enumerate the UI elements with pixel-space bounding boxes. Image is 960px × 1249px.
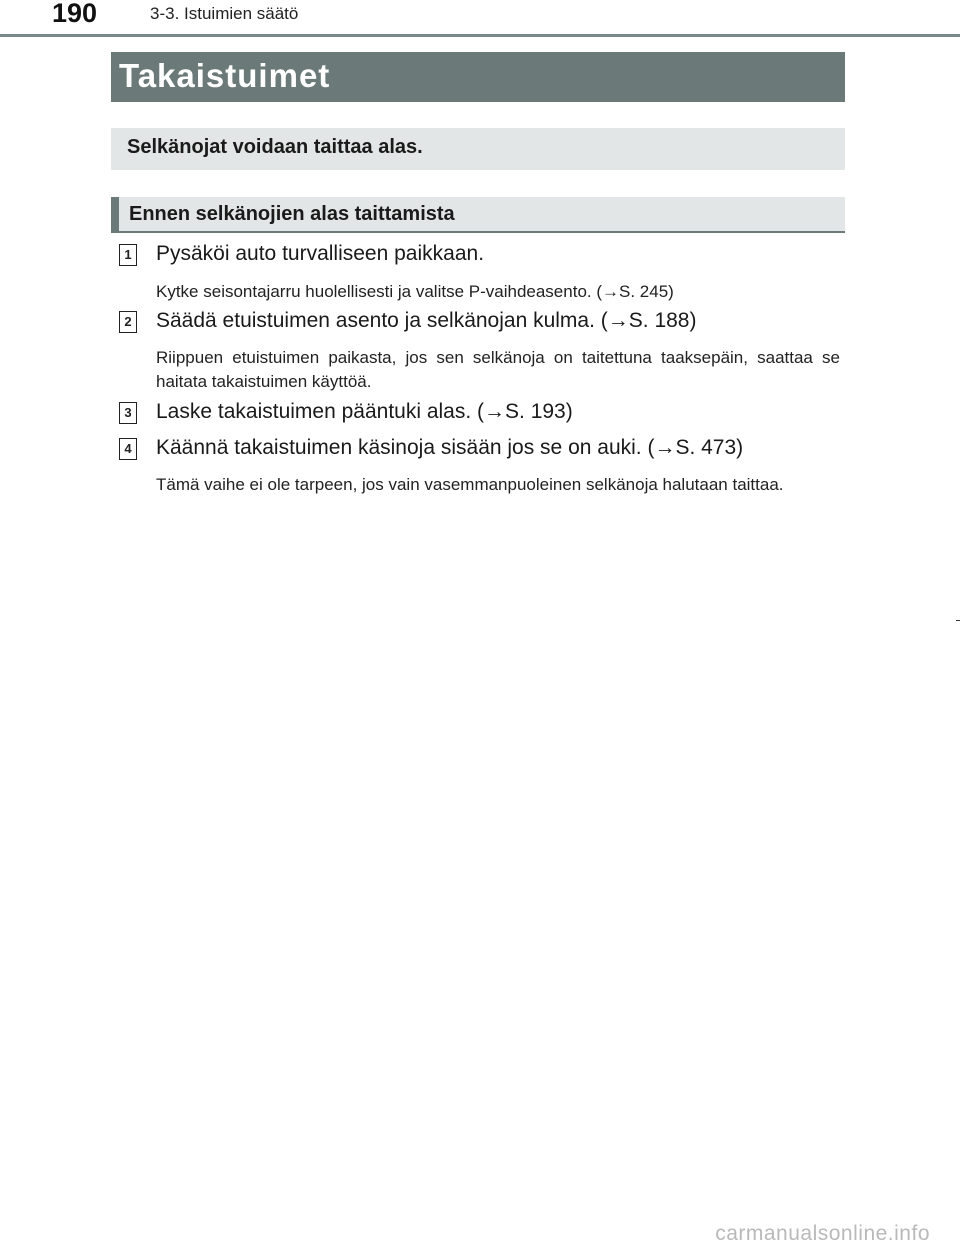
step-title: Pysäköi auto turvalliseen paikkaan. <box>156 242 485 265</box>
header-divider <box>0 34 960 37</box>
step-title: Käännä takaistuimen käsinoja sisään jos se on auki. (→S. 473) <box>156 436 744 459</box>
watermark: carmanualsonline.info <box>715 1222 930 1245</box>
step-note: Tämä vaihe ei ole tarpeen, jos vain vasemmanpuoleinen selkänoja halutaan taittaa. <box>156 475 784 494</box>
subheading-bar <box>111 197 845 233</box>
step-number-badge: 2 <box>119 311 137 333</box>
margin-mark <box>956 620 960 621</box>
intro-text: Selkänojat voidaan taittaa alas. <box>127 136 423 158</box>
page-number: 190 <box>52 0 98 28</box>
page-title: Takaistuimet <box>119 57 331 94</box>
step-title: Säädä etuistuimen asento ja selkänojan kulma. (→S. 188) <box>156 309 697 332</box>
step-note: Kytke seisontajarru huolellisesti ja valitse P-vaihdeasento. (→S. 245) <box>156 282 674 301</box>
step-note: Riippuen etuistuimen paikasta, jos sen selkänoja on taitettuna taaksepäin, saattaa se haitata takaistuimen käyttöä. <box>156 348 840 391</box>
subheading: Ennen selkänojien alas taittamista <box>129 203 455 225</box>
section-reference: 3-3. Istuimien säätö <box>150 4 299 23</box>
step-number-badge: 1 <box>119 244 137 266</box>
title-bar <box>111 52 845 102</box>
intro-box <box>111 128 845 170</box>
step-number-badge: 4 <box>119 438 137 460</box>
step-title: Laske takaistuimen pääntuki alas. (→S. 193) <box>156 400 573 423</box>
step-number-badge: 3 <box>119 402 137 424</box>
